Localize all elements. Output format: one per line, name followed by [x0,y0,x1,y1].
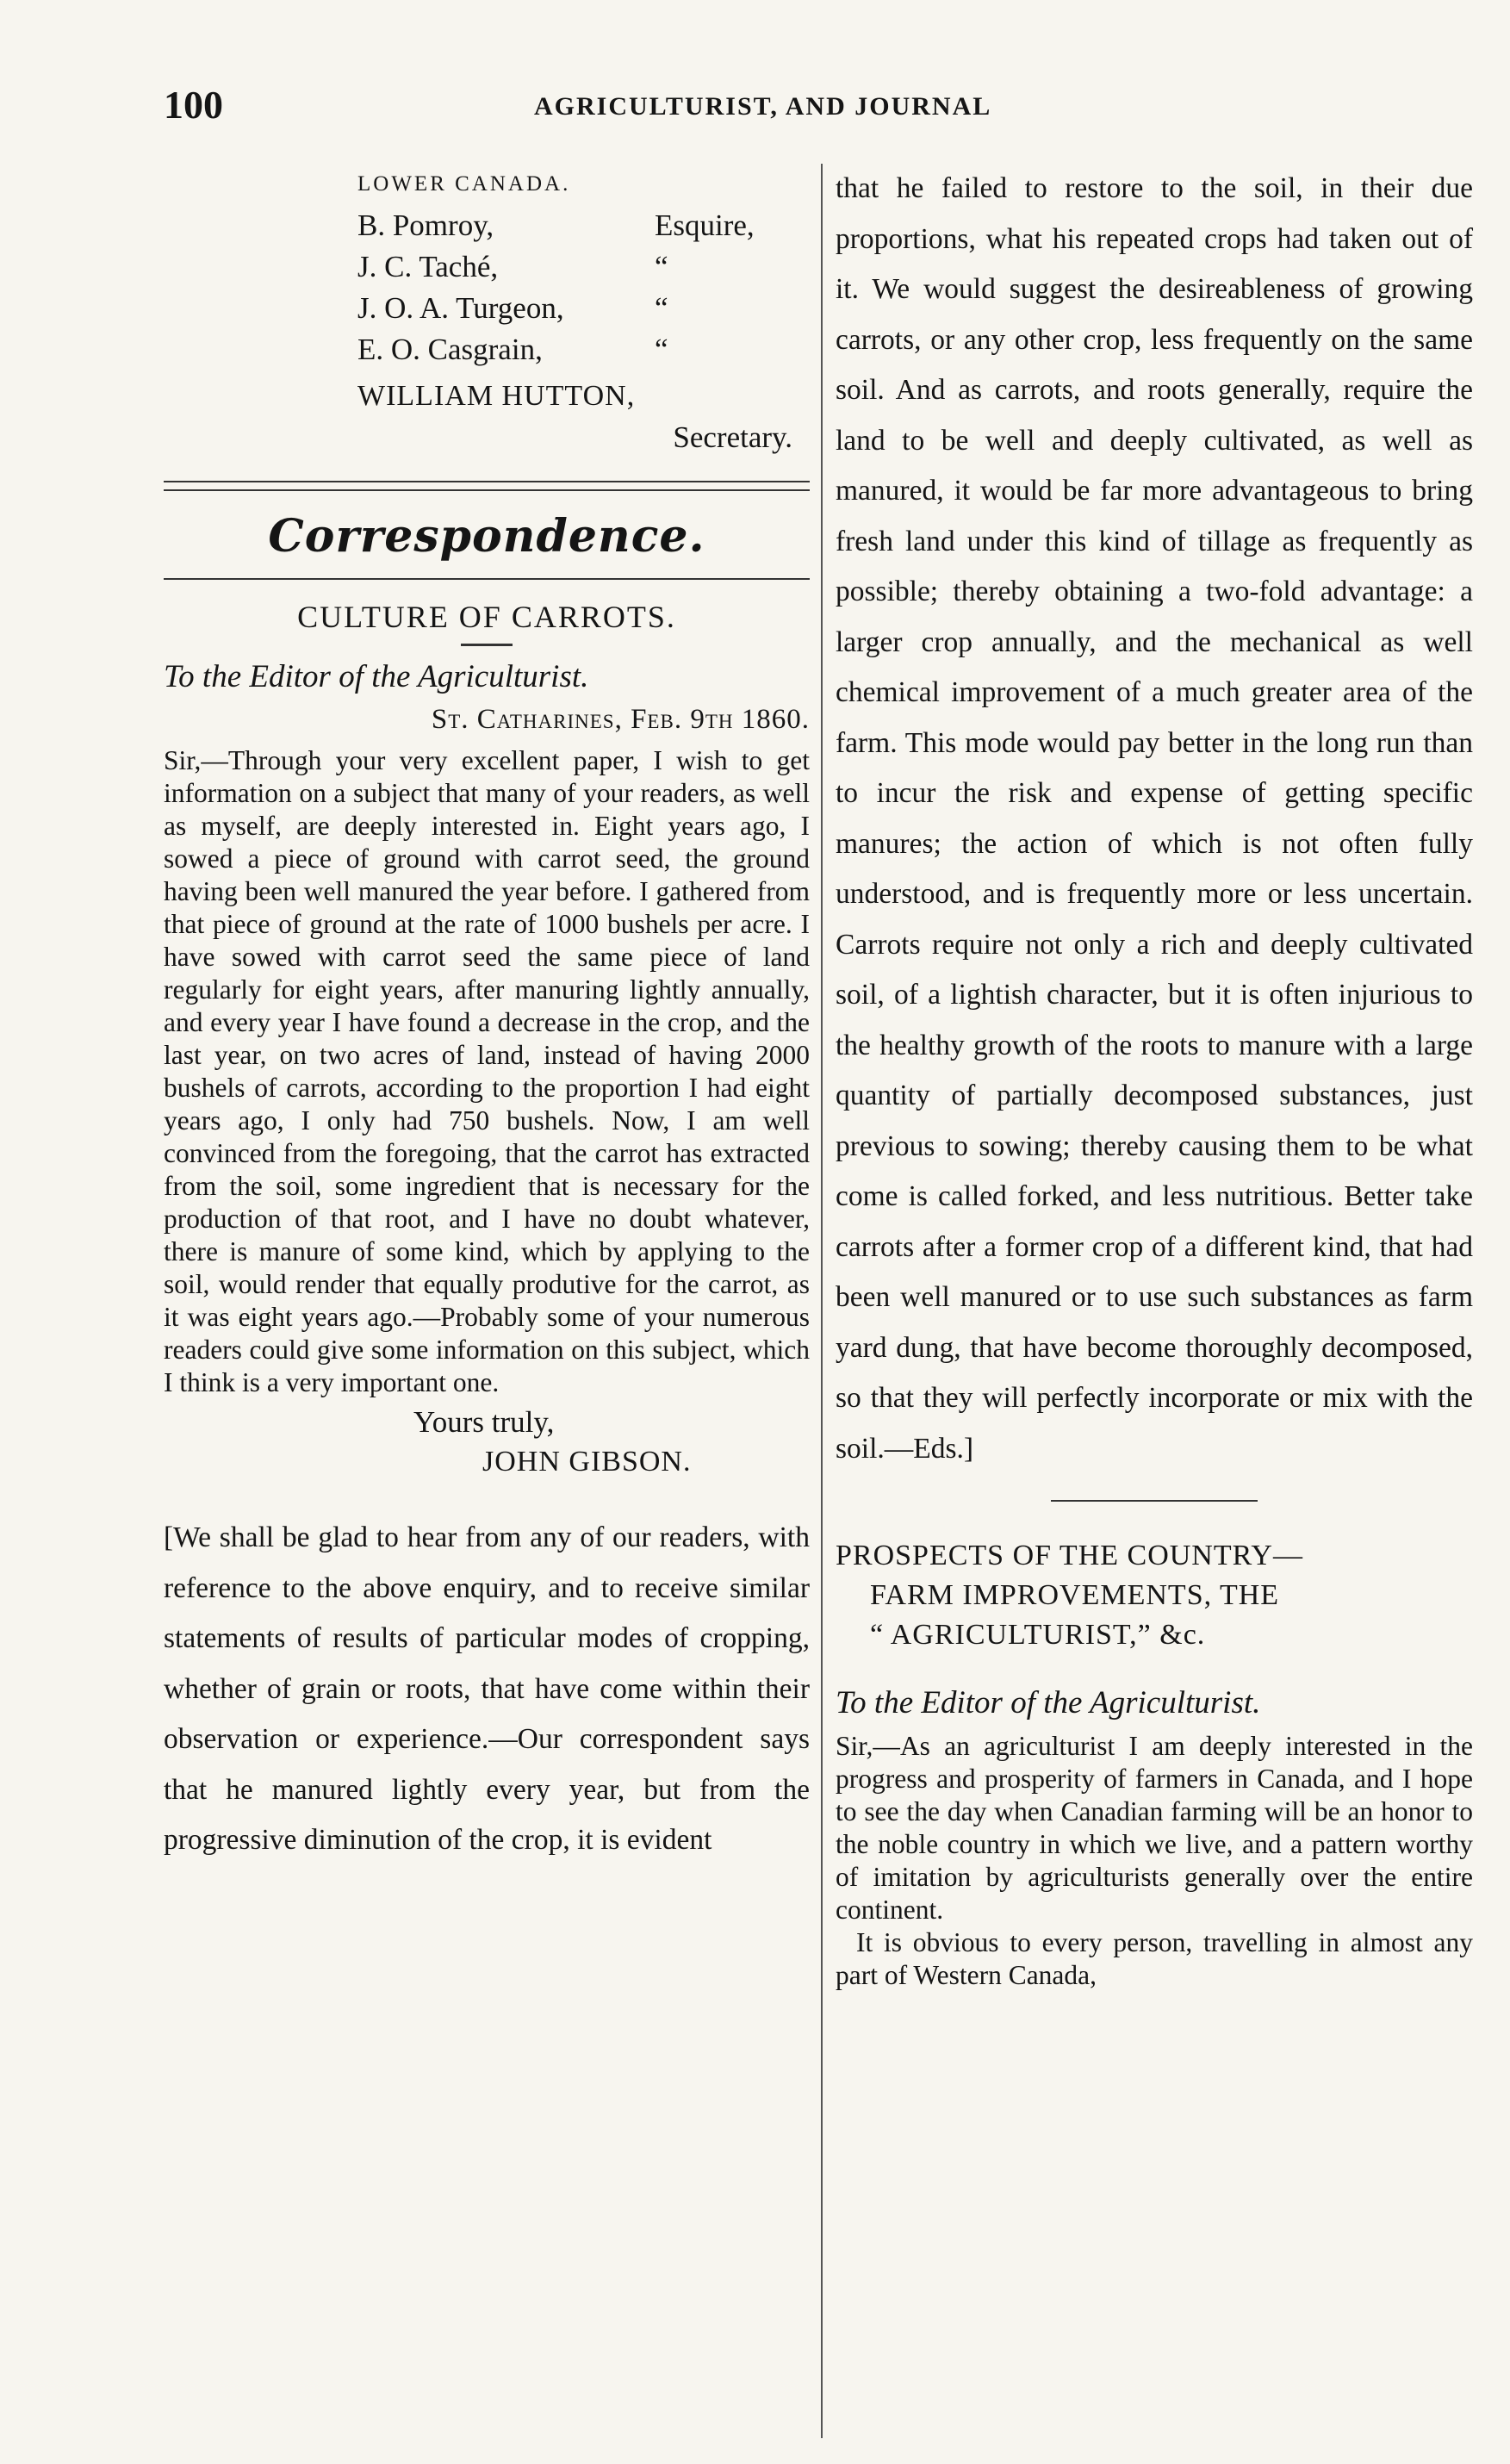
section-rule [164,578,810,580]
letter-body: It is obvious to every person, travelling in almost any part of Western Canada, [836,1927,1473,1990]
double-rule [164,481,810,491]
member-title: “ [655,333,668,366]
board-member [357,246,810,288]
letter-salutation: To the Editor of the Agriculturist. [164,659,589,694]
member-name: E. O. Casgrain, [357,333,543,366]
left-column [164,164,810,1866]
running-title: AGRICULTURIST, AND JOURNAL [534,92,992,121]
letter-closing: Yours truly, [413,1405,555,1439]
letter-body: Sir,—Through your very excellent paper, I wish to get information on a subject that many of your readers, as well as myself, are deeply interested in. Eight years ago, I sowed a piece of ground with carrot seed, the ground having been well manured the year before. I gathered from that piece of ground at the rate of 1000 bushels per acre. I have sowed with carrot seed the same piece of land regularly for eight years, after manuring lightly annually, and every year I have found a decrease in the crop, and the last year, on two acres of land, instead of having 2000 bushels of carrots, according to the proportion I had eight years ago, I only had 750 bushels. Now, I am well convinced from the foregoing, that the carrot has extracted from the soil, some ingredient that is necessary for the production of that root, and I have no doubt whatever, there is manure of some kind, which by applying to the soil, would render that equally produtive for the carrot, as it was eight years ago.—Probably some of your numerous readers could give some information on this subject, which I think is a very important one. [164,745,810,1397]
board-member [357,205,810,246]
board-listing [357,164,810,458]
board-heading: LOWER CANADA. [357,172,571,196]
letter-salutation: To the Editor of the Agriculturist. [836,1685,1261,1720]
member-name: B. Pomroy, [357,208,494,242]
page-number: 100 [164,83,223,127]
member-title: Esquire, [655,208,755,242]
editor-note-continued: that he failed to restore to the soil, in their due proportions, what his repeated crops had taken out of it. We would suggest the desireableness of growing carrots, or any other crop, less frequently on the same soil. And as carrots, and roots generally, require the land to be well and deeply cultivated, as well as manured, it would be far more advantageous to bring fresh land under this kind of tillage as frequently as possible; thereby obtaining a two-fold advantage: a larger crop annually, and the mechanical as well chemical improvement of a much greater area of the farm. This mode would pay better in the long run than to incur the risk and expense of getting specific manures; the action of which is not often fully understood, and is frequently more or less uncertain. Carrots require not only a rich and deeply cultivated soil, of a lightish character, but it is often injurious to the healthy growth of the roots to manure with a large quantity of partially decomposed substances, just previous to sowing; thereby causing them to be what come is called forked, and less nutritious. Better take carrots after a former crop of a different kind, that had been well manured or to use such substances as farm yard dung, that have become thoroughly decomposed, so that they will perfectly incorporate or mix with the soil.—Eds.] [836,172,1473,1465]
board-member [357,288,810,329]
article-separator [1051,1500,1258,1502]
member-title: “ [655,291,668,325]
article-title: CULTURE OF CARROTS. [297,600,676,634]
column-divider [821,164,823,2438]
article-title-line: “ AGRICULTURIST,” &c. [870,1619,1206,1651]
letter-signature: JOHN GIBSON. [482,1446,692,1478]
member-title: “ [655,250,668,283]
section-title: Correspondence. [268,510,705,563]
page-header [164,82,1352,134]
member-name: J. C. Taché, [357,250,499,283]
secretary-title: Secretary. [673,420,792,454]
board-member [357,329,810,370]
title-rule [461,644,513,646]
dateline: St. Catharines, Feb. 9th 1860. [431,704,810,735]
right-column [836,164,1473,1992]
member-name: J. O. A. Turgeon, [357,291,564,325]
secretary-name: WILLIAM HUTTON, [357,380,636,412]
article-title: PROSPECTS OF THE COUNTRY— [836,1540,1303,1571]
article-title-line: FARM IMPROVEMENTS, THE [870,1579,1280,1611]
letter-body: Sir,—As an agriculturist I am deeply interested in the progress and prosperity of farmers in Canada, and I hope to see the day when Canadian farming will be an honor to the noble country in which we live, and a pattern worthy of imitation by agriculturists generally over the entire continent. [836,1731,1473,1925]
editor-note: [We shall be glad to hear from any of our readers, with reference to the above enquiry, and to receive similar statements of results of particular modes of cropping, whether of grain or roots, that have come within their observation or experience.—Our correspondent says that he manured lightly every year, but from the progressive diminution of the crop, it is evident [164,1521,810,1856]
